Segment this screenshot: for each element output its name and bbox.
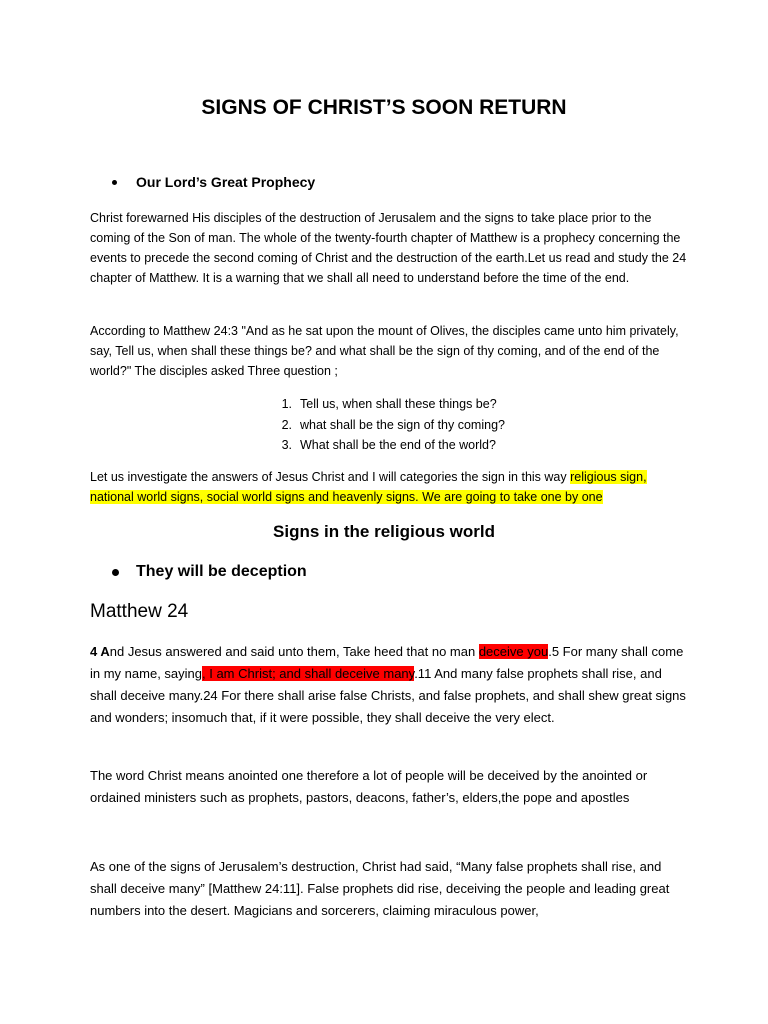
list-number: 2. [281, 417, 292, 432]
highlighted-text: , I am Christ; and shall deceive many [202, 666, 415, 681]
list-number: 1. [281, 397, 292, 411]
paragraph-categories [90, 467, 690, 507]
paragraph-anointed: The word Christ means anointed one therefore a lot of people will be deceived by the anointed or ordained ministers such as prophets, pastors, deacons, father’s, elders,the pope and apostles [90, 768, 648, 805]
list-item [268, 394, 505, 415]
questions-list [268, 394, 505, 456]
heading-matthew-24: Matthew 24 [90, 601, 189, 622]
paragraph-matthew-24-3: According to Matthew 24:3 "And as he sat upon the mount of Olives, the disciples came unto him privately, say, Tell us, when shall these things be? and what shall be the sign of thy coming, and of the end of the world?" The disciples asked Three question ; [90, 324, 679, 378]
list-text: what shall be the sign of thy coming? [300, 417, 505, 432]
highlighted-text: religious sign, national world signs, social world signs and heavenly signs. We are going to take one by one [90, 470, 647, 504]
list-text: Tell us, when shall these things be? [300, 397, 497, 411]
bullet-dot-icon [112, 569, 119, 576]
verse-text: .11 And many false prophets shall rise, and shall deceive many.24 For there shall arise false Christs, and false prophets, and shall shew great signs and wonders; insomuch that, if it were possible, they shall deceive the very elect. [90, 666, 686, 725]
verse-number: 4 A [90, 644, 110, 659]
page-title: SIGNS OF CHRIST’S SOON RETURN [201, 96, 567, 119]
section-bullet-deception [112, 563, 307, 581]
paragraph-jerusalem: As one of the signs of Jerusalem’s destruction, Christ had said, “Many false prophets shall rise, and shall deceive many” [Matthew 24:11]. False prophets did rise, deceiving the people and leading great numbers into the desert. Magicians and sorcerers, claiming miraculous power, [90, 859, 670, 918]
bullet-label: They will be deception [136, 563, 307, 580]
bullet-label: Our Lord’s Great Prophecy [136, 174, 316, 190]
list-text: What shall be the end of the world? [300, 438, 496, 452]
paragraph-intro: Christ forewarned His disciples of the destruction of Jerusalem and the signs to take place prior to the coming of the Son of man. The whole of the twenty-fourth chapter of Matthew is a prophecy concerning the events to precede the second coming of Christ and the destruction of the earth.Let us read and study the 24 chapter of Matthew. It is a warning that we shall all need to understand before the time of the end. [90, 211, 687, 285]
list-item [268, 415, 505, 436]
paragraph-verses [90, 641, 690, 729]
list-number: 3. [281, 438, 292, 452]
section-heading-religious: Signs in the religious world [273, 522, 495, 541]
list-item [268, 435, 505, 456]
section-bullet-prophecy [112, 174, 315, 190]
verse-text: .5 For many shall come in my name, saying [90, 644, 684, 681]
highlighted-text: deceive you [478, 644, 549, 659]
bullet-dot-icon [112, 180, 117, 185]
verse-text: nd Jesus answered and said unto them, Take heed that no man [109, 644, 479, 659]
paragraph-text: Let us investigate the answers of Jesus Christ and I will categories the sign in this way [90, 470, 571, 484]
